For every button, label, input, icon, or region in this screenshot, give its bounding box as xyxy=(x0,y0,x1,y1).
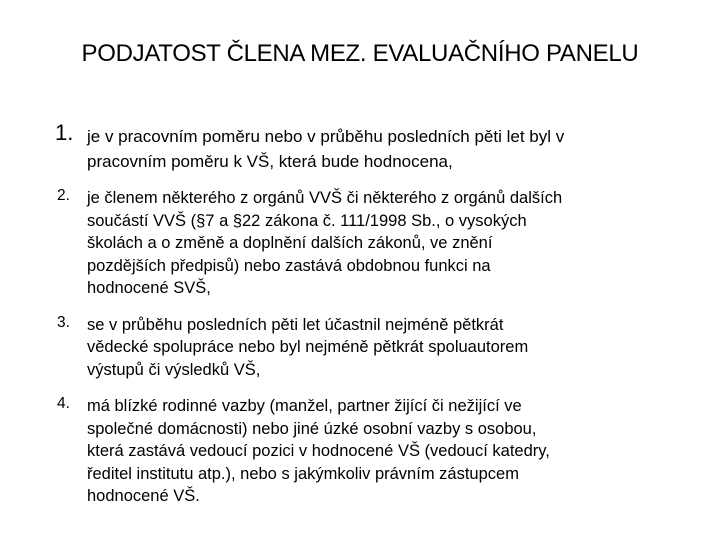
text-line: má blízké rodinné vazby (manžel, partner žijící či nežijící ve xyxy=(87,397,522,415)
list-item xyxy=(55,187,705,300)
text-line: školách a o změně a doplnění dalších zákonů, ve znění xyxy=(87,234,493,252)
list-item xyxy=(55,395,705,508)
text-line: pozdějších předpisů) nebo zastává obdobnou funkci na xyxy=(87,256,491,275)
text-line: společné domácnosti) nebo jiné úzké osobní vazby s osobou, xyxy=(87,419,537,438)
list-item xyxy=(55,122,705,174)
text-line: ředitel institutu atp.), nebo s jakýmkoliv právním zástupcem xyxy=(87,464,519,483)
text-line: je v pracovním poměru nebo v průběhu posledních pěti let byl v xyxy=(87,127,565,146)
text-line: se v průběhu posledních pěti let účastnil nejméně pětkrát xyxy=(87,315,504,334)
list-item-text xyxy=(87,395,705,508)
text-line: vědecké spolupráce nebo byl nejméně pětkrát spoluautorem xyxy=(87,338,529,356)
text-line: součástí VVŠ (§7 a §22 zákona č. 111/1998 Sb., o vysokých xyxy=(87,211,527,230)
list-item xyxy=(55,314,705,382)
numbered-list xyxy=(55,122,705,508)
list-item-number: 2. xyxy=(57,187,70,204)
list-item-number: 4. xyxy=(57,395,70,412)
text-line: je členem některého z orgánů VVŠ či některého z orgánů dalších xyxy=(87,189,563,207)
list-item-number: 1. xyxy=(55,120,74,145)
list-item-text xyxy=(87,314,705,382)
slide-title: PODJATOST ČLENA MEZ. EVALUAČNÍHO PANELU xyxy=(81,40,639,67)
text-line: hodnocené SVŠ, xyxy=(87,279,211,297)
text-line: která zastává vedoucí pozici v hodnocené VŠ (vedoucí katedry, xyxy=(87,442,550,460)
list-item-number: 3. xyxy=(57,313,70,331)
text-line: pracovním poměru k VŠ, která bude hodnocena, xyxy=(87,151,453,171)
list-item-text xyxy=(87,187,705,300)
text-line: hodnocené VŠ. xyxy=(87,487,200,505)
text-line: výstupů či výsledků VŠ, xyxy=(87,360,261,379)
list-item-text xyxy=(87,122,705,174)
